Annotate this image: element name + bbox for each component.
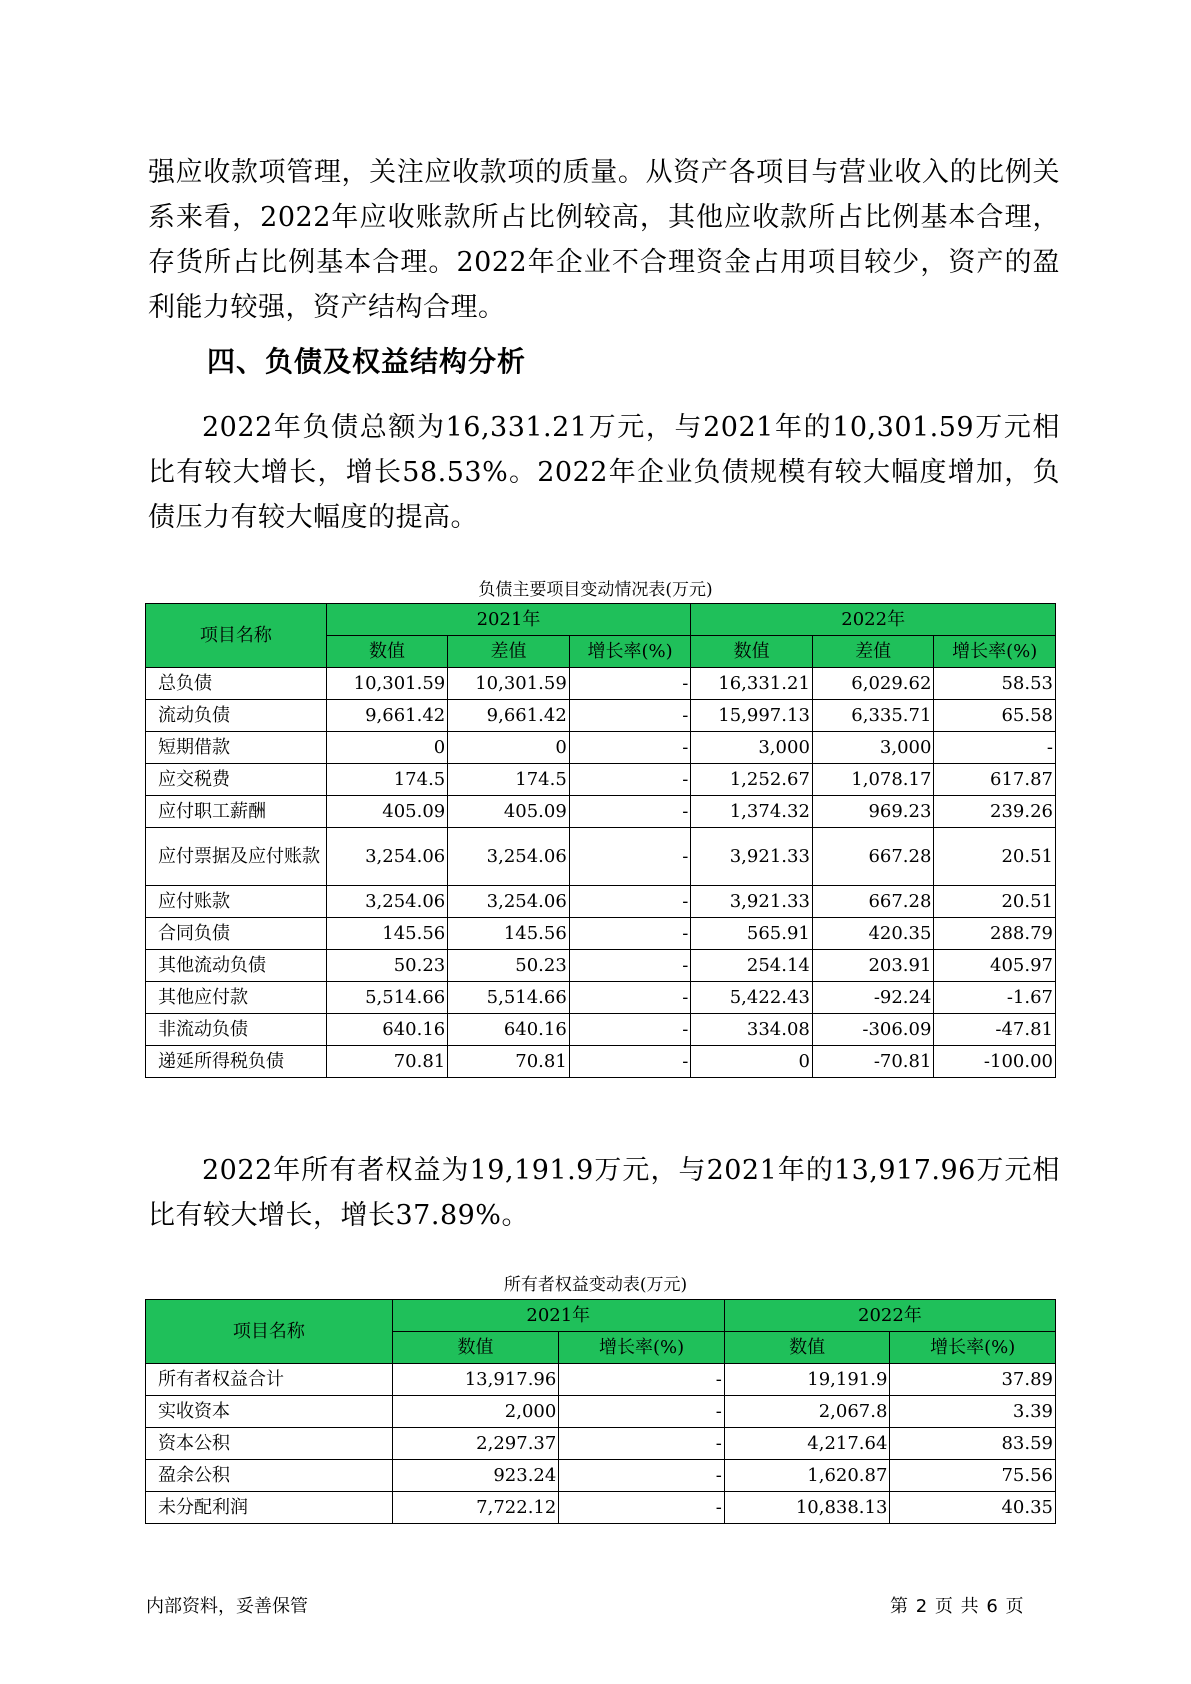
cell-v2: 19,191.9 <box>724 1364 890 1396</box>
cell-d1: 405.09 <box>448 796 570 828</box>
cell-v1: 923.24 <box>392 1460 559 1492</box>
cell-v2: 3,000 <box>691 732 813 764</box>
header-value: 数值 <box>691 636 813 668</box>
body-paragraph: 强应收款项管理，关注应收款项的质量。从资产各项目与营业收入的比例关系来看，2022年应收账款所占比例较高，其他应收款所占比例基本合理，存货所占比例基本合理。2022年企业不合理资金占用项目较少，资产的盈利能力较强，资产结构合理。 <box>148 157 1060 323</box>
cell-d1: 3,254.06 <box>448 886 570 918</box>
cell-d2: 3,000 <box>812 732 934 764</box>
row-item-name: 盈余公积 <box>146 1460 393 1492</box>
cell-g2: 40.35 <box>890 1492 1056 1524</box>
cell-d2: 969.23 <box>812 796 934 828</box>
row-item-name: 递延所得税负债 <box>146 1046 327 1078</box>
cell-g2: 20.51 <box>934 886 1056 918</box>
cell-g1: - <box>569 918 691 950</box>
table-row <box>146 1396 1056 1428</box>
table-row <box>146 668 1056 700</box>
cell-v1: 5,514.66 <box>326 982 448 1014</box>
header-year-2022: 2022年 <box>724 1300 1055 1332</box>
cell-g1: - <box>569 700 691 732</box>
header-value: 数值 <box>392 1332 559 1364</box>
cell-g1: - <box>569 668 691 700</box>
footer-page-number: 第 2 页 共 6 页 <box>890 1596 1025 1617</box>
row-item-name: 所有者权益合计 <box>146 1364 393 1396</box>
row-item-name: 资本公积 <box>146 1428 393 1460</box>
cell-g1: - <box>569 828 691 886</box>
cell-d2: 6,335.71 <box>812 700 934 732</box>
cell-d2: -70.81 <box>812 1046 934 1078</box>
cell-d1: 9,661.42 <box>448 700 570 732</box>
cell-v1: 2,297.37 <box>392 1428 559 1460</box>
table-caption: 负债主要项目变动情况表(万元) <box>478 580 713 600</box>
cell-d1: 3,254.06 <box>448 828 570 886</box>
cell-d2: -306.09 <box>812 1014 934 1046</box>
row-item-name: 应付职工薪酬 <box>146 796 327 828</box>
cell-g2: 617.87 <box>934 764 1056 796</box>
header-year-2021: 2021年 <box>392 1300 724 1332</box>
cell-v2: 4,217.64 <box>724 1428 890 1460</box>
cell-d2: 667.28 <box>812 886 934 918</box>
cell-g1: - <box>569 796 691 828</box>
cell-d2: 667.28 <box>812 828 934 886</box>
header-growth: 增长率(%) <box>890 1332 1056 1364</box>
cell-v2: 254.14 <box>691 950 813 982</box>
cell-v1: 405.09 <box>326 796 448 828</box>
cell-v2: 1,620.87 <box>724 1460 890 1492</box>
cell-g1: - <box>559 1460 725 1492</box>
cell-v2: 1,252.67 <box>691 764 813 796</box>
cell-d1: 174.5 <box>448 764 570 796</box>
footer-confidential-note: 内部资料，妥善保管 <box>146 1596 308 1617</box>
cell-v1: 3,254.06 <box>326 886 448 918</box>
cell-d1: 10,301.59 <box>448 668 570 700</box>
table-row <box>146 1460 1056 1492</box>
table-row <box>146 828 1056 886</box>
cell-v2: 1,374.32 <box>691 796 813 828</box>
header-growth: 增长率(%) <box>934 636 1056 668</box>
table-row <box>146 918 1056 950</box>
cell-v1: 145.56 <box>326 918 448 950</box>
table-row <box>146 700 1056 732</box>
cell-g2: 3.39 <box>890 1396 1056 1428</box>
row-item-name: 实收资本 <box>146 1396 393 1428</box>
cell-g2: -100.00 <box>934 1046 1056 1078</box>
cell-d2: 6,029.62 <box>812 668 934 700</box>
row-item-name: 短期借款 <box>146 732 327 764</box>
cell-g1: - <box>569 982 691 1014</box>
table-row <box>146 950 1056 982</box>
cell-d1: 0 <box>448 732 570 764</box>
cell-v1: 9,661.42 <box>326 700 448 732</box>
cell-v2: 3,921.33 <box>691 886 813 918</box>
row-item-name: 应付账款 <box>146 886 327 918</box>
header-growth: 增长率(%) <box>569 636 691 668</box>
cell-g1: - <box>559 1492 725 1524</box>
table-row <box>146 796 1056 828</box>
table-row <box>146 732 1056 764</box>
cell-v1: 10,301.59 <box>326 668 448 700</box>
cell-g2: 58.53 <box>934 668 1056 700</box>
cell-v1: 3,254.06 <box>326 828 448 886</box>
header-value: 数值 <box>724 1332 890 1364</box>
cell-g2: 405.97 <box>934 950 1056 982</box>
cell-g1: - <box>569 886 691 918</box>
row-item-name: 其他流动负债 <box>146 950 327 982</box>
cell-v1: 640.16 <box>326 1014 448 1046</box>
cell-g1: - <box>559 1428 725 1460</box>
equity-table <box>145 1299 1056 1524</box>
body-paragraph: 2022年所有者权益为19,191.9万元，与2021年的13,917.96万元相比有较大增长，增长37.89%。 <box>148 1155 1060 1231</box>
table-row <box>146 886 1056 918</box>
cell-d1: 50.23 <box>448 950 570 982</box>
cell-g1: - <box>559 1396 725 1428</box>
table-row <box>146 1492 1056 1524</box>
cell-d2: -92.24 <box>812 982 934 1014</box>
row-item-name: 应交税费 <box>146 764 327 796</box>
cell-d2: 203.91 <box>812 950 934 982</box>
cell-v1: 13,917.96 <box>392 1364 559 1396</box>
section-heading: 四、负债及权益结构分析 <box>207 345 527 378</box>
cell-g1: - <box>559 1364 725 1396</box>
cell-d2: 1,078.17 <box>812 764 934 796</box>
row-item-name: 合同负债 <box>146 918 327 950</box>
cell-v1: 0 <box>326 732 448 764</box>
cell-g2: 83.59 <box>890 1428 1056 1460</box>
cell-v1: 2,000 <box>392 1396 559 1428</box>
cell-d1: 70.81 <box>448 1046 570 1078</box>
header-growth: 增长率(%) <box>559 1332 725 1364</box>
cell-g1: - <box>569 732 691 764</box>
cell-d2: 420.35 <box>812 918 934 950</box>
cell-g2: -47.81 <box>934 1014 1056 1046</box>
table-row <box>146 1428 1056 1460</box>
cell-g1: - <box>569 764 691 796</box>
cell-g2: 288.79 <box>934 918 1056 950</box>
cell-v2: 15,997.13 <box>691 700 813 732</box>
cell-v2: 16,331.21 <box>691 668 813 700</box>
header-diff: 差值 <box>812 636 934 668</box>
cell-v2: 0 <box>691 1046 813 1078</box>
cell-v1: 50.23 <box>326 950 448 982</box>
row-item-name: 流动负债 <box>146 700 327 732</box>
header-item-name: 项目名称 <box>146 604 327 668</box>
cell-g2: - <box>934 732 1056 764</box>
header-item-name: 项目名称 <box>146 1300 393 1364</box>
liabilities-table <box>145 603 1056 1078</box>
cell-v2: 3,921.33 <box>691 828 813 886</box>
cell-v1: 7,722.12 <box>392 1492 559 1524</box>
cell-d1: 5,514.66 <box>448 982 570 1014</box>
table-caption: 所有者权益变动表(万元) <box>503 1275 688 1295</box>
cell-v2: 2,067.8 <box>724 1396 890 1428</box>
cell-g2: 75.56 <box>890 1460 1056 1492</box>
table-row <box>146 764 1056 796</box>
row-item-name: 其他应付款 <box>146 982 327 1014</box>
cell-v2: 565.91 <box>691 918 813 950</box>
row-item-name: 非流动负债 <box>146 1014 327 1046</box>
table-row <box>146 982 1056 1014</box>
row-item-name: 未分配利润 <box>146 1492 393 1524</box>
cell-v2: 334.08 <box>691 1014 813 1046</box>
cell-d1: 640.16 <box>448 1014 570 1046</box>
cell-g2: 20.51 <box>934 828 1056 886</box>
cell-v2: 10,838.13 <box>724 1492 890 1524</box>
header-value: 数值 <box>326 636 448 668</box>
cell-v2: 5,422.43 <box>691 982 813 1014</box>
cell-g1: - <box>569 1014 691 1046</box>
body-paragraph: 2022年负债总额为16,331.21万元，与2021年的10,301.59万元相比有较大增长，增长58.53%。2022年企业负债规模有较大幅度增加，负债压力有较大幅度的提高。 <box>148 412 1060 533</box>
header-year-2021: 2021年 <box>326 604 691 636</box>
table-row <box>146 1364 1056 1396</box>
table-row <box>146 1014 1056 1046</box>
cell-g2: 239.26 <box>934 796 1056 828</box>
cell-d1: 145.56 <box>448 918 570 950</box>
cell-g2: -1.67 <box>934 982 1056 1014</box>
cell-v1: 70.81 <box>326 1046 448 1078</box>
cell-v1: 174.5 <box>326 764 448 796</box>
row-item-name: 应付票据及应付账款 <box>146 828 327 886</box>
cell-g1: - <box>569 1046 691 1078</box>
cell-g2: 37.89 <box>890 1364 1056 1396</box>
row-item-name: 总负债 <box>146 668 327 700</box>
header-diff: 差值 <box>448 636 570 668</box>
table-row <box>146 1046 1056 1078</box>
header-year-2022: 2022年 <box>691 604 1056 636</box>
cell-g2: 65.58 <box>934 700 1056 732</box>
cell-g1: - <box>569 950 691 982</box>
